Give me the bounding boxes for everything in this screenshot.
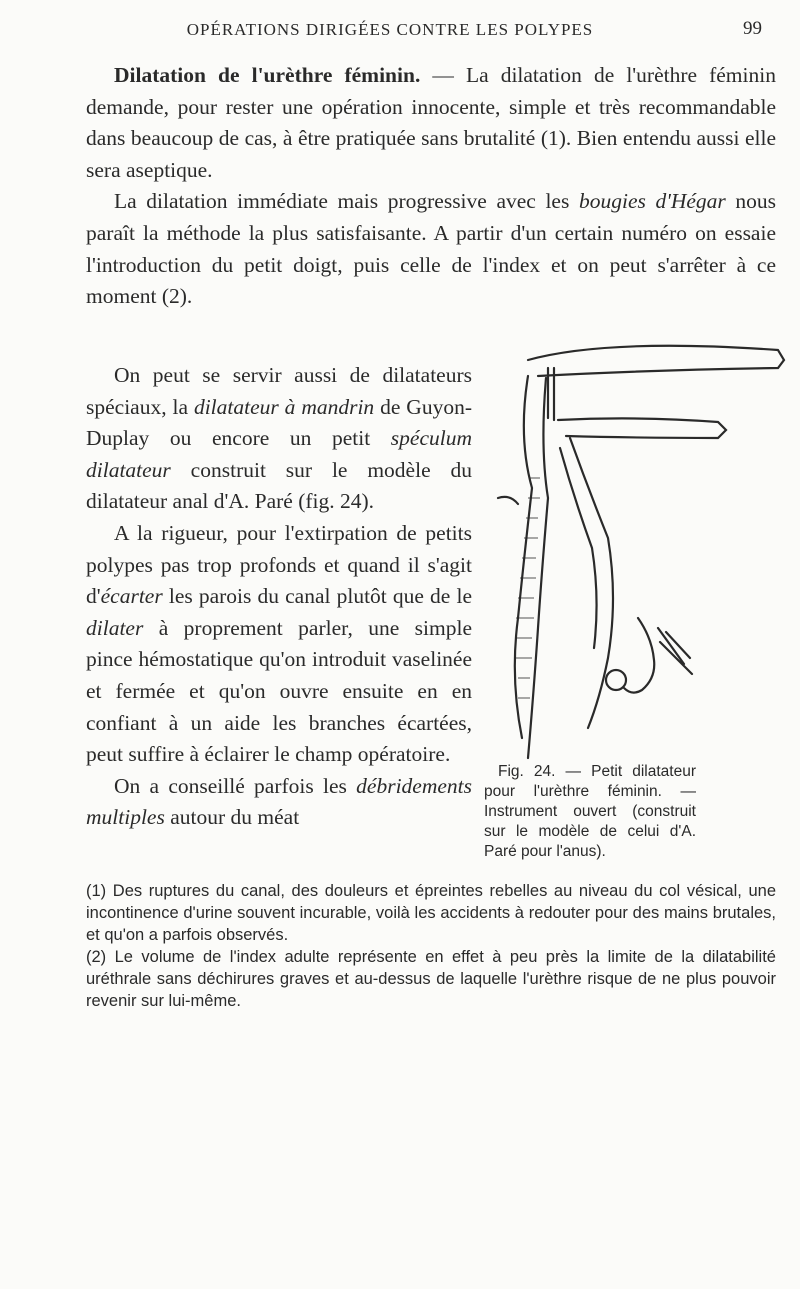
- handle-left-outer: [515, 376, 532, 738]
- paragraph-hegar: [86, 186, 776, 312]
- handle-ring: [624, 618, 654, 693]
- section-heading: Dilatation de l'urèthre féminin.: [114, 63, 421, 87]
- section-intro: [86, 60, 776, 313]
- pivot-screw: [606, 670, 626, 690]
- column-text: [86, 360, 472, 834]
- p3-emphasis-1: dilatateur à mandrin: [193, 394, 375, 419]
- paragraph-pince: [86, 518, 472, 771]
- p2-emphasis: bougies d'Hégar: [578, 189, 726, 214]
- upper-blade: [528, 346, 784, 376]
- lower-blade: [558, 418, 726, 438]
- p4-emphasis-1: écarter: [100, 584, 163, 609]
- p5-text-a: On a conseillé parfois les: [114, 773, 357, 798]
- running-title: OPÉRATIONS DIRIGÉES CONTRE LES POLYPES: [186, 20, 594, 39]
- paragraph-dilatateurs: [86, 360, 472, 518]
- p3-text-b: de Guyon-Duplay ou encore un petit: [86, 394, 472, 451]
- intro-text: — La dilatation de l'urèthre féminin demande, pour rester une opération innocente, simple et très recommandable dans beaucoup de cas, à être pratiquée sans brutalité (1). Bien entendu aussi elle sera aseptique.: [86, 63, 776, 182]
- p4-text-b: les parois du canal plutôt que de le: [162, 584, 472, 609]
- p5-text-b: autour du méat: [164, 805, 300, 830]
- footnote-2: (2) Le volume de l'index adulte représente en effet à peu près la limite de la dilatabilité uréthrale sans déchirures graves et au-dessus de laquelle l'urèthre risque de ne plus pouvoir revenir sur lui-même.: [86, 948, 776, 1010]
- p4-text-c: à proprement parler, une simple pince hémostatique qu'on introduit vaselinée et fermée et qu'on ouvre ensuite en en confiant à un aide les branches écartées, peut suffire à éclairer le champ opératoire.: [86, 615, 472, 767]
- paragraph-debridements: [86, 771, 472, 834]
- p2-text-b: nous paraît la méthode la plus satisfaisante. A partir d'un certain numéro on essaie l'introduction du petit doigt, puis celle de l'index et on peut s'arrêter à ce moment (2).: [86, 189, 777, 309]
- p2-text-a: La dilatation immédiate mais progressive avec les: [114, 189, 579, 214]
- ratchet: [658, 628, 692, 674]
- page-number: 99: [743, 18, 762, 39]
- p3-text-c: construit sur le modèle du dilatateur anal d'A. Paré (fig. 24).: [86, 457, 472, 514]
- p3-emphasis-2: spéculum dilatateur: [86, 426, 472, 482]
- caption-text: Fig. 24. — Petit dilatateur pour l'urèthre féminin. — Instrument ouvert (construit sur le modèle de celui d'A. Paré pour l'anus).: [484, 763, 696, 860]
- p3-text-a: On peut se servir aussi de dilatateurs spéciaux, la: [86, 363, 472, 419]
- dilatator-illustration: [488, 298, 788, 788]
- p5-emphasis: débridements multiples: [86, 773, 472, 830]
- footnotes: [86, 880, 776, 1012]
- intro-paragraph: [86, 60, 776, 186]
- p4-text-a: A la rigueur, pour l'extirpation de petits polypes pas trop profonds et quand il s'agit d': [86, 520, 472, 609]
- handle-right-inner: [560, 448, 597, 648]
- thumb-rest: [498, 497, 518, 504]
- figure-caption: [484, 762, 696, 862]
- footnote-1: (1) Des ruptures du canal, des douleurs et épreintes rebelles au niveau du col vésical, une incontinence d'urine souvent incurable, voilà les accidents à redouter pour des mains brutales, et qu'on a parfois observés.: [86, 882, 776, 944]
- handle-left-inner: [528, 378, 548, 758]
- p4-emphasis-2: dilater: [86, 615, 144, 640]
